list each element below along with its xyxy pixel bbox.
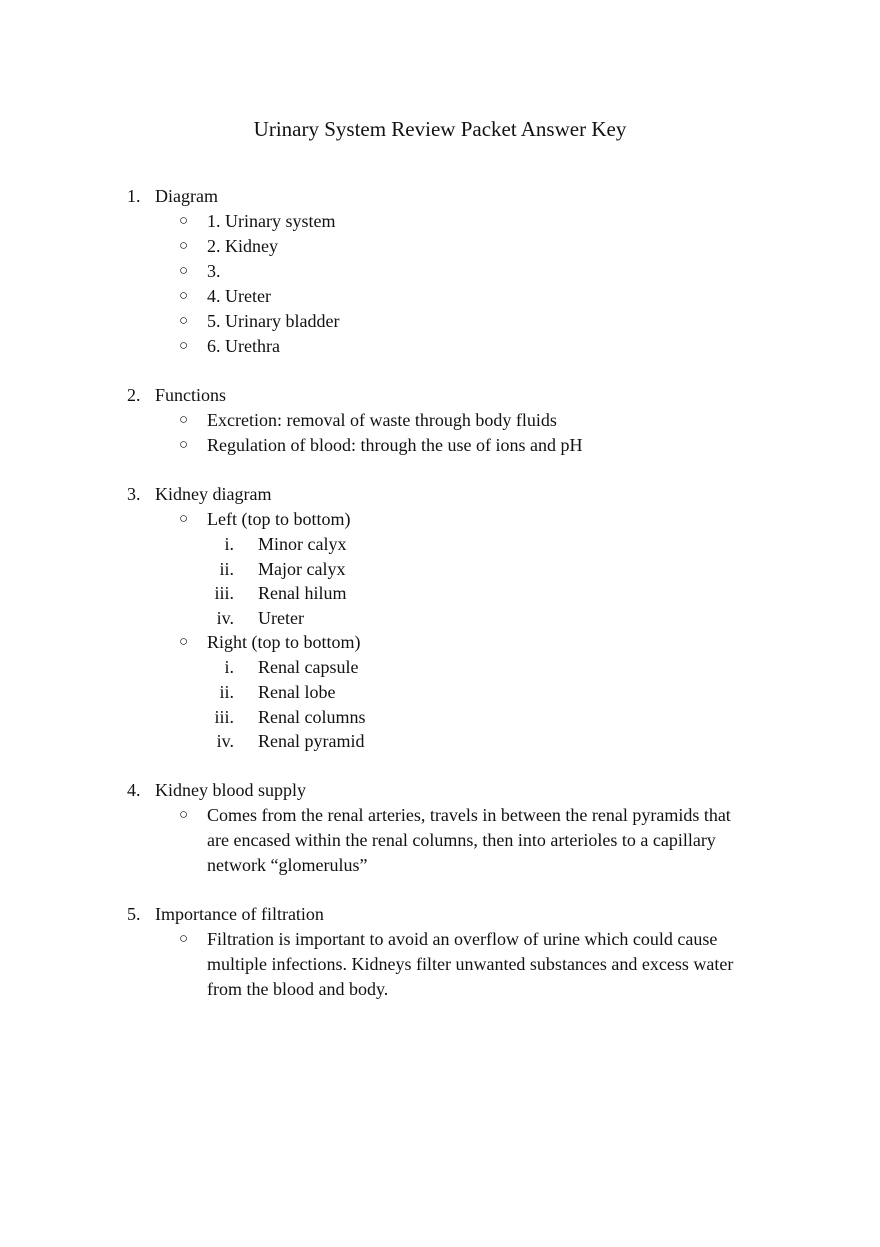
sub-list-item-text: Renal capsule bbox=[258, 657, 359, 678]
section-number: 5. bbox=[127, 903, 141, 924]
list-item bbox=[0, 927, 880, 1002]
list-item bbox=[0, 334, 880, 359]
sub-list-item bbox=[0, 655, 880, 680]
section-title: Functions bbox=[155, 385, 227, 405]
list-item-text: 2. Kidney bbox=[207, 236, 278, 256]
sub-list-item bbox=[0, 557, 880, 582]
hollow-circle-bullet-icon: ○ bbox=[179, 313, 189, 329]
list-item-text: 6. Urethra bbox=[207, 336, 280, 356]
list-item bbox=[0, 433, 880, 458]
list-item bbox=[0, 309, 880, 334]
hollow-circle-bullet-icon: ○ bbox=[179, 338, 189, 354]
section-heading bbox=[0, 902, 880, 927]
section-title: Importance of filtration bbox=[155, 903, 324, 924]
section-heading bbox=[0, 383, 880, 408]
section-title: Diagram bbox=[155, 186, 218, 206]
list-item bbox=[0, 803, 880, 878]
roman-numeral: i. bbox=[224, 534, 234, 554]
hollow-circle-bullet-icon: ○ bbox=[179, 511, 189, 527]
hollow-circle-bullet-icon: ○ bbox=[179, 263, 189, 279]
list-item-text: Excretion: removal of waste through body fluids bbox=[207, 410, 557, 430]
sub-list-item bbox=[0, 532, 880, 557]
section-5 bbox=[0, 902, 880, 1002]
list-item-text: Filtration is important to avoid an overflow of urine which could cause multiple infections. Kidneys filter unwanted substances and excess water from the blood and body. bbox=[207, 928, 734, 999]
hollow-circle-bullet-icon: ○ bbox=[179, 412, 189, 428]
sub-list-item-text: Renal pyramid bbox=[258, 731, 365, 752]
sub-list-item bbox=[0, 606, 880, 631]
list-item bbox=[0, 259, 880, 284]
roman-numeral: iii. bbox=[214, 706, 234, 727]
sub-list-item bbox=[0, 581, 880, 606]
roman-numeral: iii. bbox=[214, 583, 234, 604]
list-item-text: Left (top to bottom) bbox=[207, 509, 351, 529]
section-1 bbox=[0, 184, 880, 359]
answer-key-list bbox=[0, 184, 880, 1026]
section-2 bbox=[0, 383, 880, 458]
hollow-circle-bullet-icon: ○ bbox=[179, 930, 189, 947]
sub-list-item-text: Minor calyx bbox=[258, 534, 347, 554]
sub-list-item-text: Renal lobe bbox=[258, 681, 336, 702]
list-item bbox=[0, 284, 880, 309]
section-number: 2. bbox=[127, 385, 141, 405]
section-number: 4. bbox=[127, 779, 141, 800]
sub-list-item bbox=[0, 729, 880, 754]
list-item bbox=[0, 630, 880, 655]
hollow-circle-bullet-icon: ○ bbox=[179, 238, 189, 254]
list-item bbox=[0, 507, 880, 532]
roman-numeral: iv. bbox=[216, 731, 234, 752]
list-item bbox=[0, 408, 880, 433]
list-item-text: Regulation of blood: through the use of ions and pH bbox=[207, 435, 583, 455]
hollow-circle-bullet-icon: ○ bbox=[179, 288, 189, 304]
roman-numeral: ii. bbox=[219, 681, 234, 702]
sub-list-item bbox=[0, 680, 880, 705]
section-number: 3. bbox=[127, 484, 141, 504]
section-4 bbox=[0, 778, 880, 878]
section-heading bbox=[0, 778, 880, 803]
roman-numeral: ii. bbox=[219, 558, 234, 579]
list-item-text: Comes from the renal arteries, travels in between the renal pyramids that are encased within the renal columns, then into arterioles to a capillary network “glomerulus” bbox=[207, 804, 731, 875]
hollow-circle-bullet-icon: ○ bbox=[179, 634, 189, 651]
hollow-circle-bullet-icon: ○ bbox=[179, 806, 189, 823]
list-item bbox=[0, 234, 880, 259]
section-3 bbox=[0, 482, 880, 754]
hollow-circle-bullet-icon: ○ bbox=[179, 437, 189, 453]
section-heading bbox=[0, 184, 880, 209]
section-number: 1. bbox=[127, 186, 141, 206]
sub-list-item bbox=[0, 705, 880, 730]
list-item-text: 4. Ureter bbox=[207, 286, 271, 306]
roman-numeral: i. bbox=[224, 657, 234, 678]
page-title: Urinary System Review Packet Answer Key bbox=[253, 117, 627, 141]
sub-list-item-text: Renal hilum bbox=[258, 583, 347, 604]
sub-list-item-text: Major calyx bbox=[258, 558, 346, 579]
roman-numeral: iv. bbox=[216, 607, 234, 628]
list-item-text: 1. Urinary system bbox=[207, 211, 336, 231]
sub-list-item-text: Ureter bbox=[258, 607, 304, 628]
section-title: Kidney diagram bbox=[155, 484, 272, 504]
list-item-text: Right (top to bottom) bbox=[207, 632, 361, 653]
hollow-circle-bullet-icon: ○ bbox=[179, 213, 189, 229]
section-heading bbox=[0, 482, 880, 507]
list-item-text: 5. Urinary bladder bbox=[207, 311, 340, 331]
list-item bbox=[0, 209, 880, 234]
list-item-text: 3. bbox=[207, 261, 221, 281]
section-title: Kidney blood supply bbox=[155, 779, 306, 800]
sub-list-item-text: Renal columns bbox=[258, 706, 366, 727]
